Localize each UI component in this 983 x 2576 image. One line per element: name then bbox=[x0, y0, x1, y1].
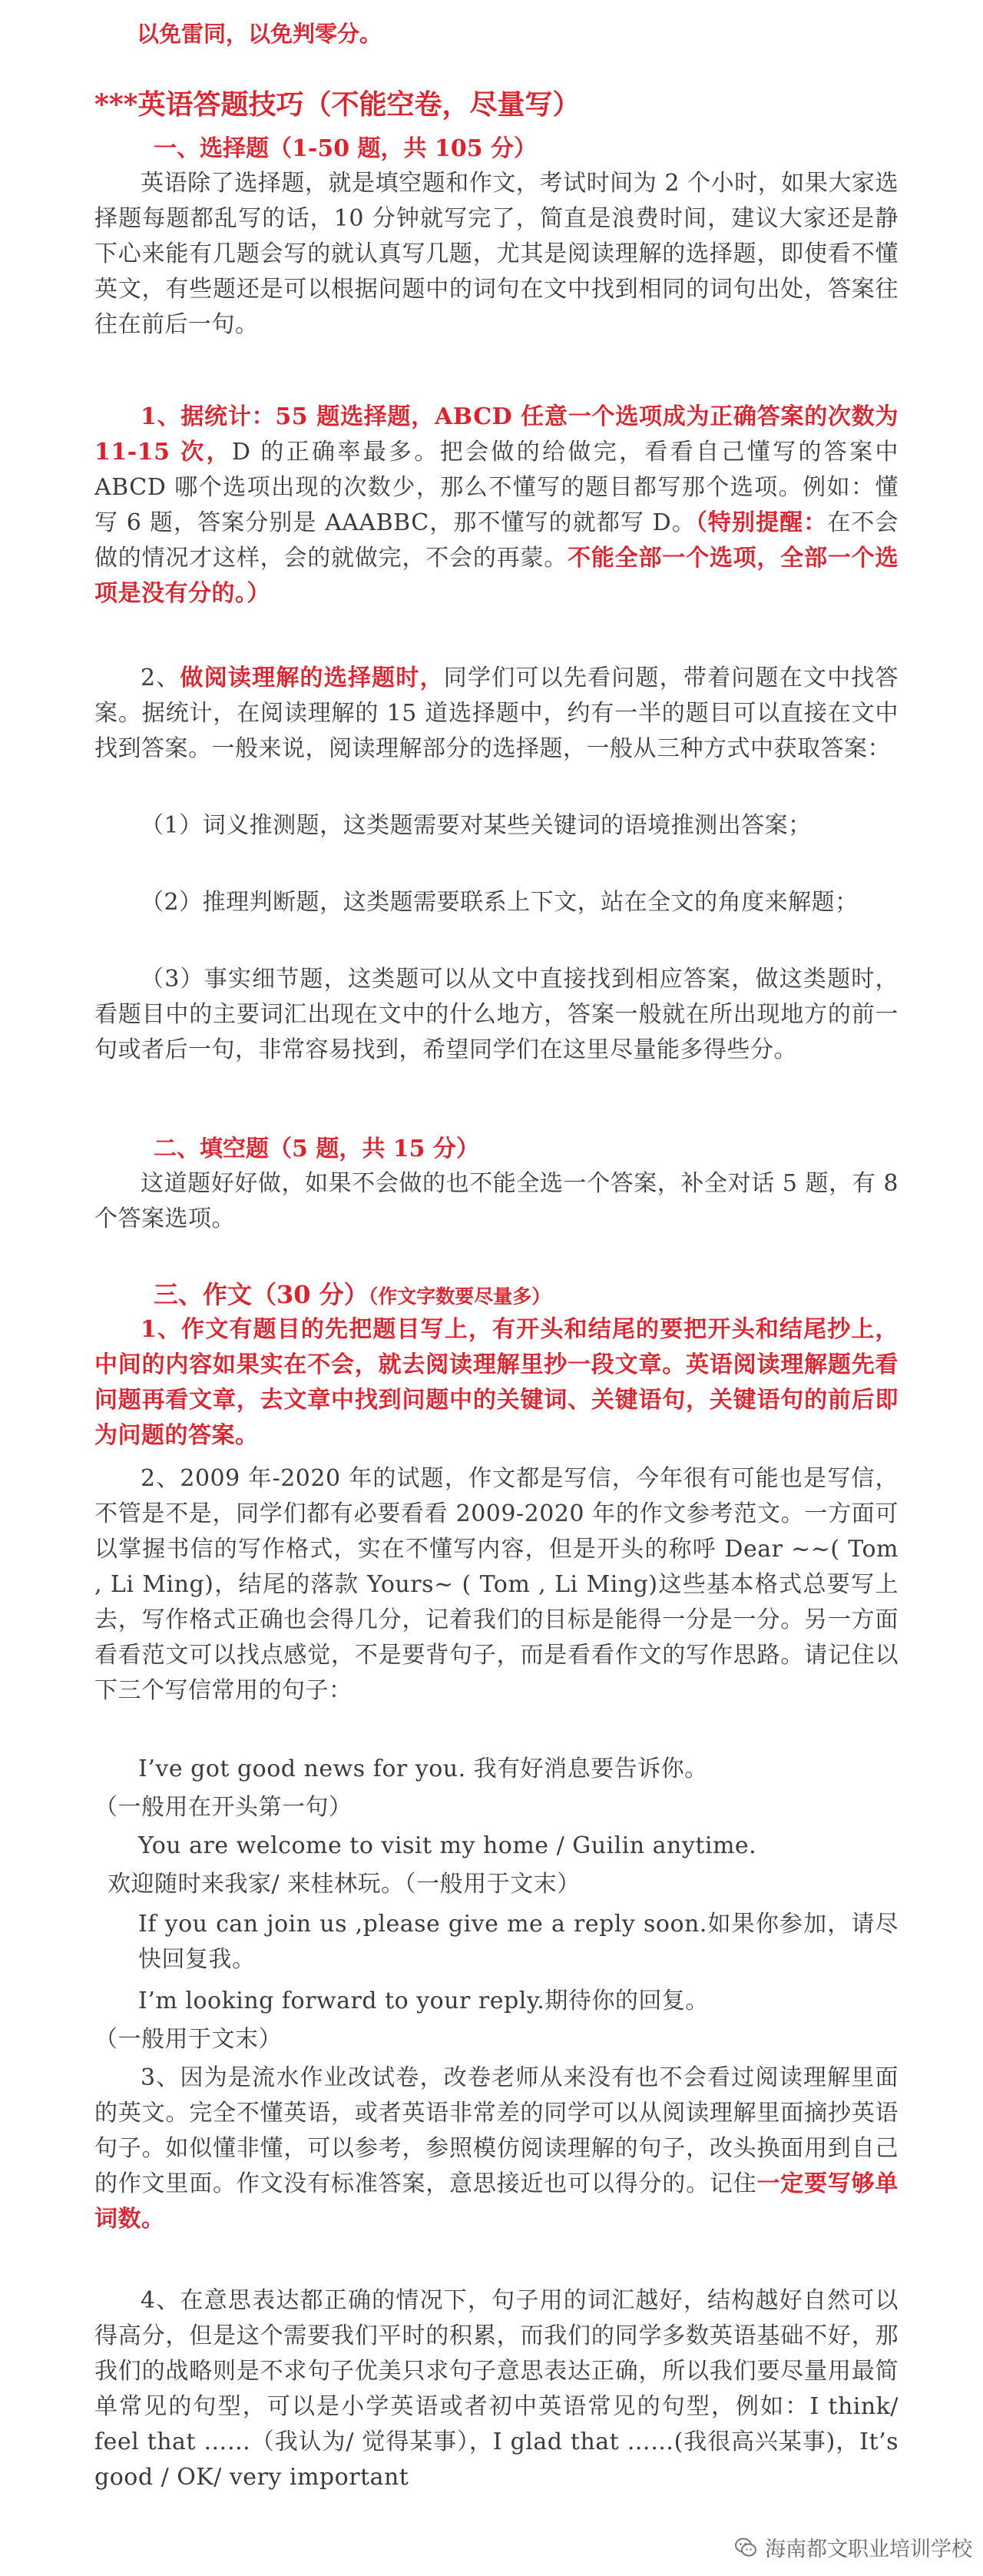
top-note: 以免雷同，以免判零分。 bbox=[137, 21, 382, 47]
part1-intro: 英语除了选择题，就是填空题和作文，考试时间为 2 个小时，如果大家选择题每题都乱写的话，10 分钟就写完了，简直是浪费时间，建议大家还是静下心来能有几题会写的就认真写几题，尤其是阅读理解的选择题，即使看不懂英文，有些题还是可以根据问题中的词句在文中找到相同的词句出处，答案往往在前后一句。 bbox=[94, 170, 899, 338]
part1-item-b: （2）推理判断题，这类题需要联系上下文，站在全文的角度来解题； bbox=[141, 889, 859, 916]
part1-heading: 一、选择题（1-50 题，共 105 分） bbox=[154, 135, 538, 162]
watermark bbox=[734, 2532, 972, 2562]
sentence-2-translation: 欢迎随时来我家/ 来桂林玩。（一般用于文末） bbox=[108, 1871, 581, 1898]
part2-heading: 二、填空题（5 题，共 15 分） bbox=[154, 1135, 479, 1162]
section-title: ***英语答题技巧（不能空卷，尽量写） bbox=[94, 88, 581, 121]
sentence-1-note: （一般用在开头第一句） bbox=[94, 1794, 352, 1821]
sentence-4-note: （一般用于文末） bbox=[94, 2026, 282, 2053]
part1-paragraph-2: 2、做阅读理解的选择题时，同学们可以先看问题，带着问题在文中找答案。据统计，在阅读理解的 15 道选择题中，约有一半的题目可以直接在文中找到答案。一般来说，阅读理解部分的选择题，一般从三种方式中获取答案： bbox=[94, 665, 899, 762]
part1-item-c: （3）事实细节题，这类题可以从文中直接找到相应答案，做这类题时，看题目中的主要词汇出现在文中的什么地方，答案一般就在所出现地方的前一句或者后一句，非常容易找到，希望同学们在这里尽量能多得些分。 bbox=[94, 966, 899, 1063]
sentence-4: I’m looking forward to your reply.期待你的回复。 bbox=[138, 1988, 709, 2014]
part3-paragraph-2: 2、2009 年-2020 年的试题，作文都是写信，今年很有可能也是写信，不管是不是，同学们都有必要看看 2009-2020 年的作文参考范文。一方面可以掌握书信的写作格式，实在不懂写内容，但是开头的称呼 Dear ~~( Tom , Li Ming)，结尾的落款 Yours~ ( Tom , Li Ming)这些基本格式总要写上去，写作格式正确也会得几分，记着我们的目标是能得一分是一分。另一方面看看范文可以找点感觉，不是要背句子，而是看看作文的写作思路。请记住以下三个写信常用的句子： bbox=[94, 1465, 899, 1704]
part1-item-a: （1）词义推测题，这类题需要对某些关键词的语境推测出答案； bbox=[141, 812, 812, 839]
wechat-icon bbox=[734, 2536, 757, 2559]
part3-paragraph-4: 4、在意思表达都正确的情况下，句子用的词汇越好，结构越好自然可以得高分，但是这个需要我们平时的积累，而我们的同学多数英语基础不好，那我们的战略则是不求句子优美只求句子意思表达正确，所以我们要尽量用最简单常见的句型，可以是小学英语或者初中英语常见的句型，例如：I think/ feel that ……（我认为/ 觉得某事），I glad that ……(我很高兴某事)，It’s good / OK/ very important bbox=[94, 2287, 899, 2491]
part2-text: 这道题好好做，如果不会做的也不能全选一个答案，补全对话 5 题，有 8 个答案选项。 bbox=[94, 1170, 899, 1232]
watermark-text: 海南都文职业培训学校 bbox=[765, 2538, 972, 2561]
part3-heading: 三、作文（30 分）（作文字数要尽量多） bbox=[154, 1280, 551, 1309]
sentence-2: You are welcome to visit my home / Guilin anytime. bbox=[138, 1832, 757, 1859]
sentence-1: I’ve got good news for you. 我有好消息要告诉你。 bbox=[138, 1755, 708, 1782]
part1-paragraph-1: 1、据统计：55 题选择题，ABCD 任意一个选项成为正确答案的次数为 11-15 次，D 的正确率最多。把会做的给做完，看看自己懂写的答案中 ABCD 哪个选项出现的次数少，那么不懂写的题目都写那个选项。例如：懂写 6 题，答案分别是 AAABBC，那不懂写的就都写 D。（特别提醒：在不会做的情况才这样，会的就做完，不会的再蒙。不能全部一个选项，全部一个选项是没有分的。） bbox=[94, 403, 899, 607]
part3-paragraph-3: 3、因为是流水作业改试卷，改卷老师从来没有也不会看过阅读理解里面的英文。完全不懂英语，或者英语非常差的同学可以从阅读理解里面摘抄英语句子。如似懂非懂，可以参考，参照模仿阅读理解的句子，改头换面用到自己的作文里面。作文没有标准答案，意思接近也可以得分的。记住一定要写够单词数。 bbox=[94, 2064, 899, 2233]
sentence-3: If you can join us ,please give me a reply soon.如果你参加，请尽快回复我。 bbox=[138, 1911, 899, 1973]
part3-paragraph-1: 1、作文有题目的先把题目写上，有开头和结尾的要把开头和结尾抄上，中间的内容如果实在不会，就去阅读理解里抄一段文章。英语阅读理解题先看问题再看文章，去文章中找到问题中的关键词、关键语句，关键语句的前后即为问题的答案。 bbox=[94, 1316, 899, 1449]
